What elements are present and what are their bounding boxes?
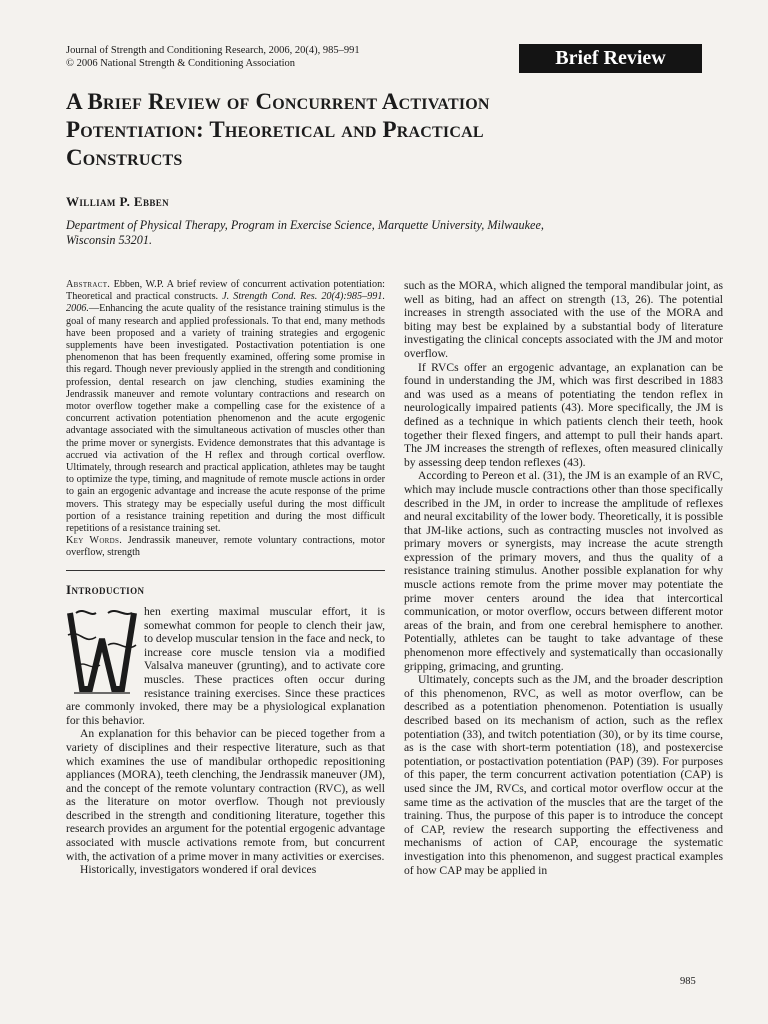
introduction-heading: Introduction: [66, 581, 145, 597]
title-line-1: [66, 88, 706, 116]
abstract-citation: J. Strength Cond. Res. 20(4):985–991. 2006.: [66, 291, 385, 315]
abstract: [66, 279, 385, 535]
keywords-text: Jendrassik maneuver, remote voluntary contractions, motor overflow, strength: [66, 535, 385, 559]
affiliation-line-2: Wisconsin 53201.: [66, 233, 152, 247]
right-column: [404, 279, 723, 877]
intro-paragraph-1: [66, 605, 385, 727]
right-paragraph-1: such as the MORA, which aligned the temporal mandibular joint, as well as biting, had an affect on strength (13, 26). The potential increases in strength associated with the use of the MORA and biting may best be explained by a substantial body of literature investigating the clinical concepts associated with the JM and motor overflow.: [404, 279, 723, 360]
right-paragraph-3: According to Pereon et al. (31), the JM is an example of an RVC, which may include muscle contractions other than those specifically described in the JM, in order to increase the amplitude of reflexes and neural excitability of the lower body. Theoretically, it is possible that JM-like actions, such as contracting muscles not involved as primary movers or synergists, may increase the acute strength expression of the primary movers, and thus the quality of a resistance training stimulus. Another possible explanation for why muscle actions remote from the prime mover may potentiate the prime mover centers around the idea that intercortical communication, or motor overflow, occurs between different motor areas of the brain, and from one cerebral hemisphere to another. Potentially, athletes can be taught to take advantage of these phenomenon more effectively and systematically than occasionally gripping, grimacing, and grunting.: [404, 469, 723, 673]
title-line-2-text: Potentiation: Theoretical and Practical: [66, 117, 484, 142]
dropcap-w-ornament: [66, 605, 138, 697]
right-paragraph-4: Ultimately, concepts such as the JM, and the broader description of this phenomenon, RVC, as well as motor overflow, can be described as a potentiation phenomenon. Potentiation is usually described based on its mechanism of action, such as the reflex potentiation (33), and twitch potentiation (30), or by its time course, as is the case with short-term potentiation (18), and postexercise potentiation, or postactivation potentiation (PAP) (39). For purposes of this paper, the term concurrent activation potentiation (CAP) is used since the JM, RVCs, and cortical motor overflow occur at the same time as the activation of the muscles that are the target of the training. Thus, the purpose of this paper is to introduce the concept of CAP, review the research supporting the effectiveness and mechanisms of action of CAP, encourage the systematic investigation into this phenomenon, and suggest practical examples of how CAP may be applied in: [404, 673, 723, 877]
dropcap-letter: W: [101, 624, 103, 626]
title-line-1-text: A Brief Review of Concurrent Activation: [66, 89, 490, 114]
dropcap-glyph: [66, 605, 138, 697]
copyright-line: © 2006 National Strength & Conditioning Association: [66, 58, 296, 69]
page-number: 985: [680, 976, 696, 987]
article-title: [66, 88, 706, 172]
keywords-label: Key Words.: [66, 535, 123, 547]
title-line-2: [66, 116, 706, 144]
abstract-text-b: —Enhancing the acute quality of the resistance training stimulus is the goal of many research and applied professionals. To that end, many methods have been proposed and a variety of training strategies and ergogenic supplements have been investigated. Postactivation potentiation is one phenomenon that has been frequently examined, offering some promise in this regard. Though never previously applied in the strength and conditioning profession, dental research on jaw clenching, studies examining the Jendrassik maneuver and remote voluntary contractions and research on motor overflow together make a compelling case for the existence of a concurrent activation potentiation phenomenon and the acute ergogenic advantage associated with the simultaneous activation of muscles other than the prime mover or synergists. Evidence demonstrates that this advantage is accrued via activation of the H reflex and through cortical overflow. Ultimately, through research and practical application, athletes may be taught to optimize the type, timing, and magnitude of remote muscle actions in order to gain an ergogenic advantage and increase the acute response of the prime movers. This strategy may be especially useful during the most difficult portion of a resistance training repetition and during the most difficult repetitions of a resistance training set.: [66, 303, 385, 535]
abstract-text-a: Ebben, W.P. A brief review of concurrent activation potentiation: Theoretical and practical constructs.: [66, 279, 385, 303]
keywords: [66, 535, 385, 559]
title-line-3-text: Constructs: [66, 145, 183, 170]
left-column: [66, 279, 385, 877]
intro-paragraph-3: Historically, investigators wondered if oral devices: [80, 863, 317, 877]
right-paragraph-2: If RVCs offer an ergogenic advantage, an explanation can be found in understanding the JM, which was first described in 1883 and was used as a means of potentiating the tendon reflex in neurologically impaired patients (43). More specifically, the JM is defined as a technique in which patients clench their teeth, hook together their flexed fingers, and attempt to pull their hands apart. The JM increases the strength of reflexes, often measured clinically by assessing deep tendon reflexes (43).: [404, 360, 723, 469]
author-name: William P. Ebben: [66, 194, 170, 209]
section-divider: [66, 570, 385, 571]
article-type-badge: Brief Review: [519, 44, 702, 73]
author-affiliation: [66, 218, 706, 248]
journal-header: [66, 44, 506, 70]
title-line-3: [66, 144, 706, 172]
intro-paragraph-1-text: hen exerting maximal muscular effort, it is somewhat common for people to clench their jaw, to develop muscular tension in the face and neck, to increase core muscle tension via a modified Valsalva maneuver (grunting), and to activate core muscles. These practices often occur during resistance training exercises. Since these practices are commonly invoked, there may be a physiological explanation for this behavior.: [66, 604, 385, 727]
journal-citation-line: Journal of Strength and Conditioning Research, 2006, 20(4), 985–991: [66, 45, 360, 56]
intro-paragraph-2: An explanation for this behavior can be pieced together from a variety of disciplines and their respective literature, such as that which examines the use of mandibular orthopedic repositioning appliances (MORA), teeth clenching, the Jendrassik maneuver (JM), and the concept of the remote voluntary contraction (RVC), as well as the literature on motor overflow. Though not previously described in the strength and conditioning literature, together this research provides an argument for the potential ergogenic advantage associated with muscle activations remote from, but concurrent with, the activation of a prime mover in many activities or exercises.: [66, 727, 385, 863]
affiliation-line-1: Department of Physical Therapy, Program in Exercise Science, Marquette University, Milwaukee,: [66, 218, 544, 232]
abstract-label: Abstract.: [66, 279, 111, 290]
